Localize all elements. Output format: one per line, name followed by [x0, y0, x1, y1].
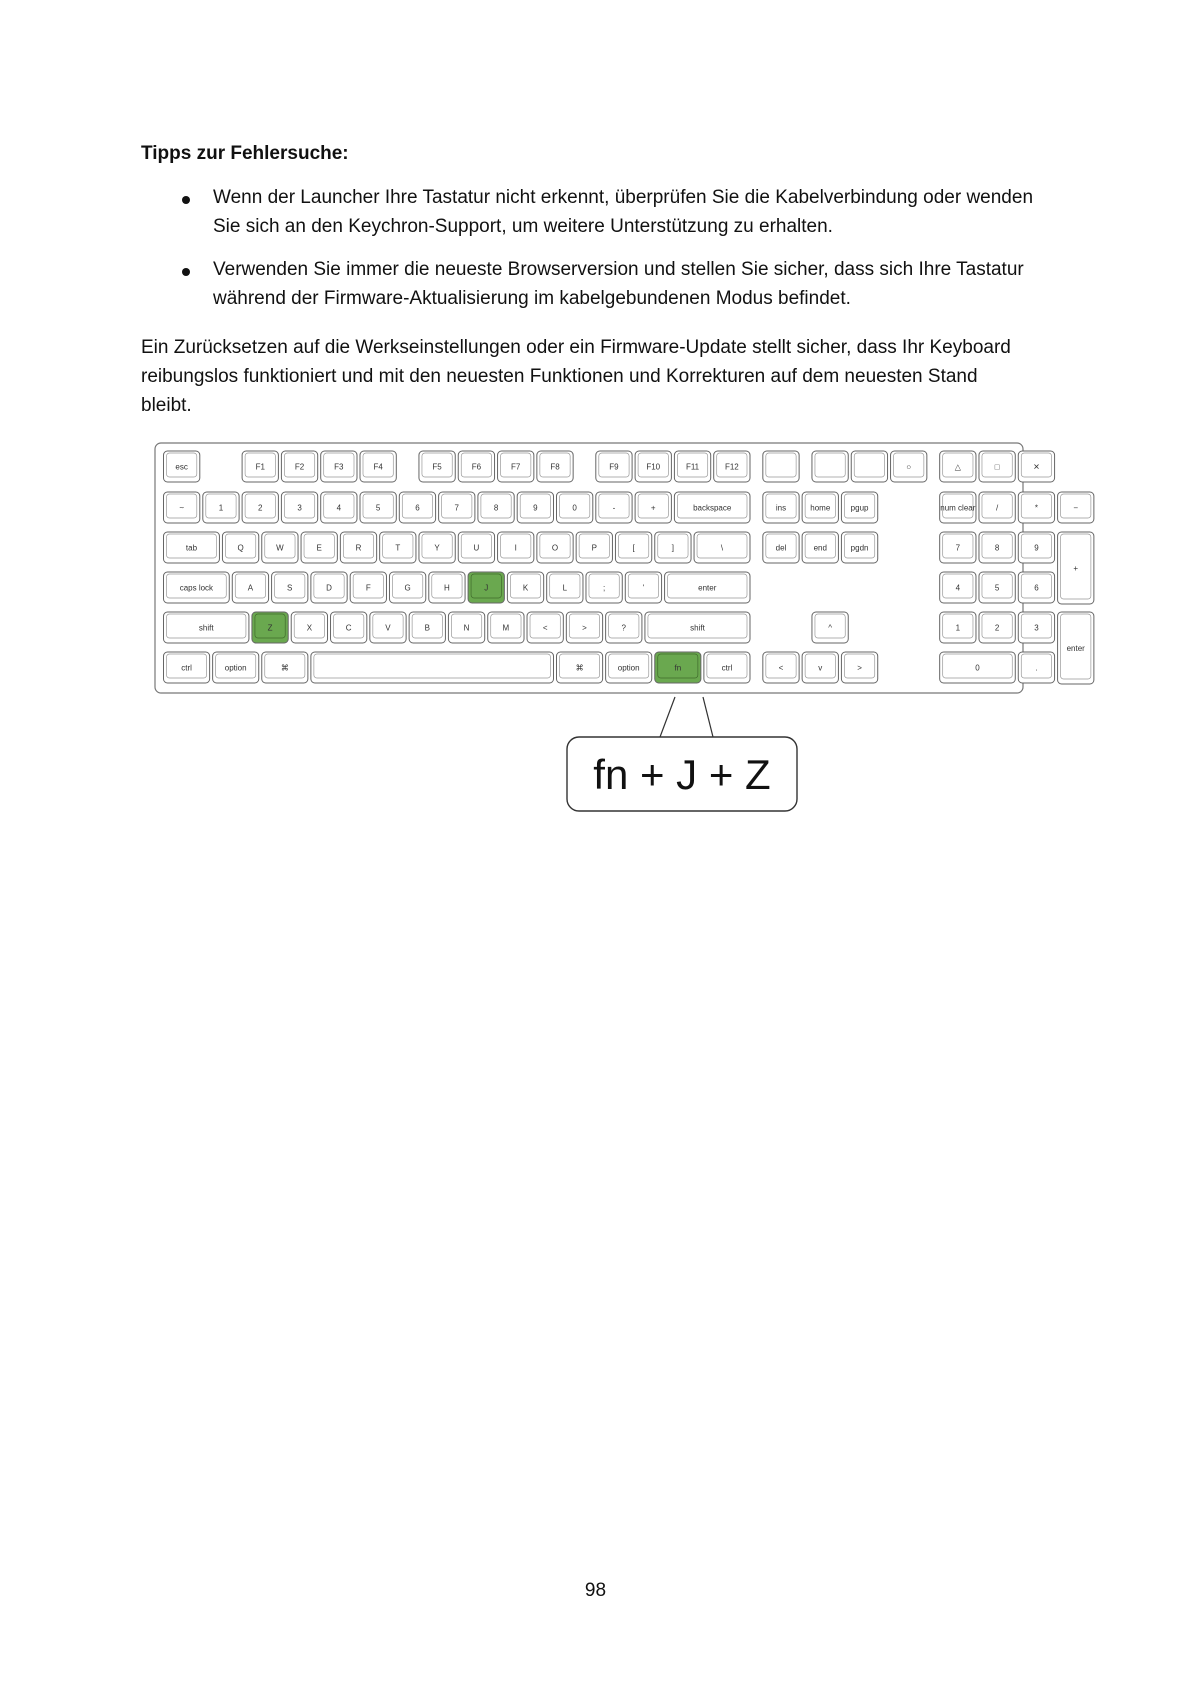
- key-label: backspace: [693, 503, 732, 513]
- key-label: F: [365, 583, 371, 593]
- key-label: \: [720, 543, 724, 553]
- key-label: W: [276, 543, 284, 553]
- key-label: pgup: [850, 503, 869, 513]
- key-label: ⌘: [575, 663, 584, 673]
- key-label: F3: [334, 462, 344, 472]
- key-label: del: [775, 543, 787, 553]
- key-label: −: [1073, 503, 1079, 513]
- callout-line: [703, 697, 713, 737]
- key-label: ctrl: [721, 663, 733, 673]
- key-label: num clear: [940, 503, 976, 513]
- key-label: K: [522, 583, 529, 593]
- key-label: *: [1034, 503, 1038, 513]
- key-label: option: [617, 663, 640, 673]
- key-label: 4: [336, 503, 342, 513]
- key-label: N: [463, 623, 470, 633]
- key-label: +: [650, 503, 656, 513]
- key-label: 2: [258, 503, 263, 513]
- key-label: △: [954, 462, 961, 472]
- key-label: ⌘: [280, 663, 289, 673]
- key-label: 1: [955, 623, 961, 633]
- key-label: F1: [255, 462, 265, 472]
- key-label: P: [591, 543, 597, 553]
- key-label: ?: [621, 623, 627, 633]
- tips-list: [141, 183, 1041, 327]
- key-label: F4: [373, 462, 383, 472]
- key-label: 6: [415, 503, 420, 513]
- key-label: enter: [698, 583, 717, 593]
- key-label: caps lock: [179, 583, 214, 593]
- key-label: 0: [572, 503, 577, 513]
- key-label: v: [818, 663, 823, 673]
- key-label: 8: [493, 503, 499, 513]
- key-label: [: [632, 543, 635, 553]
- key: [851, 451, 887, 482]
- key-label: >: [857, 663, 862, 673]
- key-label: O: [551, 543, 559, 553]
- key-label: X: [306, 623, 313, 633]
- key-label: 3: [1034, 623, 1039, 633]
- key-label: A: [247, 583, 254, 593]
- key-label: C: [345, 623, 352, 633]
- key-label: 0: [975, 663, 980, 673]
- key-label: L: [562, 583, 568, 593]
- key-label: 5: [994, 583, 1000, 593]
- key-label: 2: [994, 623, 1000, 633]
- key-label: ✕: [1033, 462, 1040, 472]
- key-label: <: [542, 623, 548, 633]
- key-label: esc: [175, 462, 188, 472]
- combo-label: fn + J + Z: [593, 751, 771, 798]
- key-label: F10: [646, 462, 661, 472]
- key-label: G: [404, 583, 411, 593]
- key-label: ctrl: [181, 663, 192, 673]
- key-label: Q: [237, 543, 244, 553]
- key-label: .: [1035, 663, 1038, 673]
- key-label: T: [395, 543, 401, 553]
- key-label: I: [514, 543, 517, 553]
- key-label: Y: [434, 543, 440, 553]
- key-label: pgdn: [850, 543, 869, 553]
- key-label: 8: [994, 543, 1000, 553]
- tip-text: Wenn der Launcher Ihre Tastatur nicht erkennt, überprüfen Sie die Kabelverbindung oder wenden Sie sich an den Keychron-Support, um weitere Unterstützung zu erhalten.: [213, 187, 1034, 237]
- key-label: M: [502, 623, 510, 633]
- key-label: 7: [955, 543, 961, 553]
- section-heading: Tipps zur Fehlersuche:: [141, 143, 349, 164]
- key-label: F2: [294, 462, 305, 472]
- key-label: 4: [955, 583, 961, 593]
- key-label: end: [813, 543, 827, 553]
- key-label: H: [444, 583, 450, 593]
- key-label: F5: [432, 462, 442, 472]
- key-label: V: [385, 623, 391, 633]
- key-label: shift: [690, 623, 705, 633]
- key-label: >: [582, 623, 587, 633]
- key-label: 6: [1034, 583, 1039, 593]
- key-label: Z: [267, 623, 273, 633]
- keyboard-illustration: [155, 443, 1085, 818]
- tip-text: Verwenden Sie immer die neueste Browserversion und stellen Sie sicher, dass sich Ihre Tastatur während der Firmware-Aktualisierung im kabelgebundenen Modus befindet.: [213, 259, 1024, 309]
- key-label: ~: [179, 503, 184, 513]
- key-label: 9: [1034, 543, 1039, 553]
- key-label: +: [1073, 564, 1079, 573]
- key-label: ○: [906, 462, 912, 472]
- key-label: □: [994, 462, 1000, 472]
- key-label: fn: [674, 663, 682, 673]
- key-label: F6: [471, 462, 482, 472]
- key: [763, 451, 799, 482]
- key-label: option: [224, 663, 247, 673]
- key-label: E: [316, 543, 322, 553]
- bullet-icon: [182, 196, 190, 204]
- key-label: tab: [185, 543, 198, 553]
- tip-item: [141, 255, 1041, 313]
- key-label: D: [326, 583, 332, 593]
- callout-line: [660, 697, 675, 737]
- key-label: ^: [828, 623, 832, 633]
- key-label: ': [642, 583, 645, 593]
- key-label: F7: [511, 462, 521, 472]
- key-label: enter: [1066, 644, 1085, 653]
- key-label: J: [484, 583, 489, 593]
- key-label: F9: [609, 462, 619, 472]
- key-label: 7: [454, 503, 459, 513]
- key-label: shift: [198, 623, 214, 633]
- key-label: B: [424, 623, 430, 633]
- key-label: F11: [685, 462, 700, 472]
- key-label: /: [996, 503, 999, 513]
- key-label: -: [612, 503, 616, 513]
- key-label: S: [287, 583, 293, 593]
- key-label: F8: [550, 462, 560, 472]
- keyboard-diagram: [155, 443, 1085, 818]
- key-label: home: [810, 503, 831, 513]
- key-label: U: [473, 543, 480, 553]
- key-label: R: [355, 543, 362, 553]
- key-label: ins: [775, 503, 787, 513]
- key-label: 3: [297, 503, 302, 513]
- body-paragraph: Ein Zurücksetzen auf die Werkseinstellungen oder ein Firmware-Update stellt sicher, dass Ihr Keyboard reibungslos funktioniert und mit den neuesten Funktionen und Korrekturen auf dem neuesten Stand bleibt.: [141, 337, 1011, 416]
- key-label: 1: [218, 503, 224, 513]
- key-label: ;: [603, 583, 606, 593]
- tip-item: [141, 183, 1041, 241]
- page-number: 98: [584, 1580, 607, 1601]
- bullet-icon: [182, 268, 190, 276]
- key-label: 9: [533, 503, 538, 513]
- key-label: ]: [671, 543, 675, 553]
- key-label: 5: [375, 503, 381, 513]
- key-label: F12: [724, 462, 739, 472]
- key-label: <: [778, 663, 784, 673]
- key: [812, 451, 848, 482]
